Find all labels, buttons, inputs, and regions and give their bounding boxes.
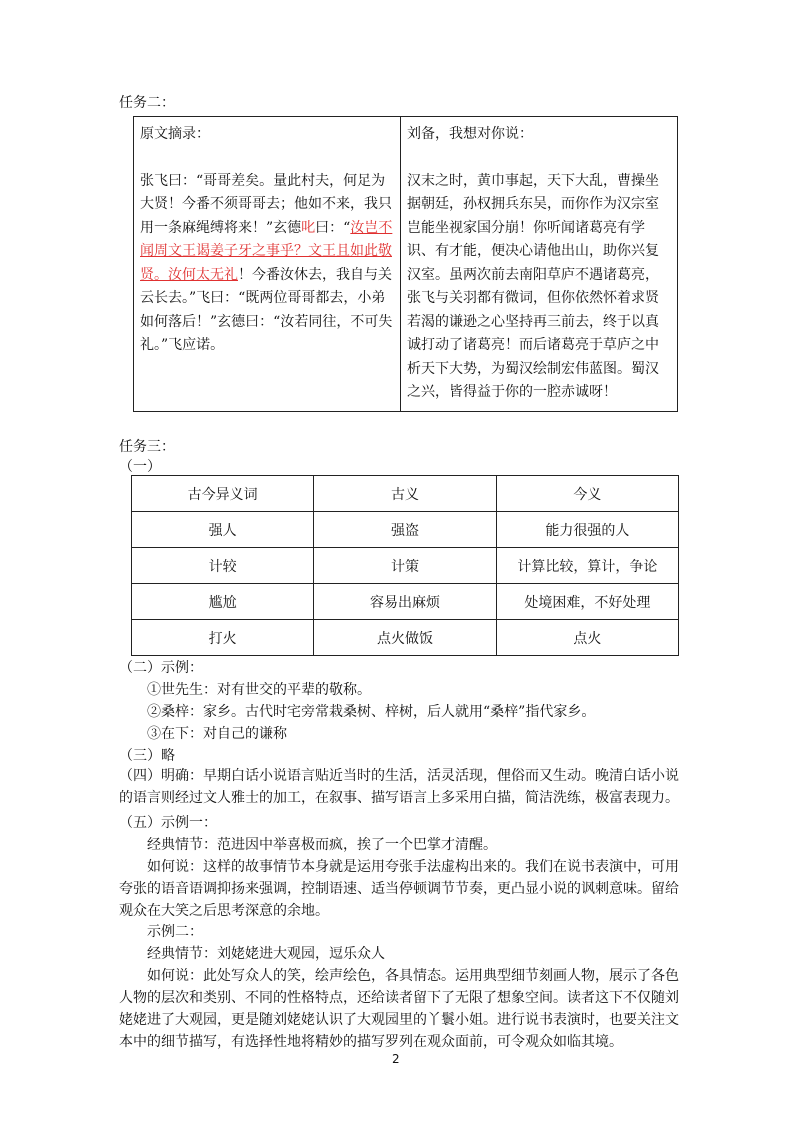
excerpt-cell	[134, 117, 401, 412]
word-meaning-table	[131, 475, 679, 656]
table-cell: 点火做饭	[314, 620, 496, 656]
table-cell: 强盗	[314, 512, 496, 548]
excerpt-text-1: 张飞曰：“哥哥差矣。量此村夫，何足为大贤！今番不须哥哥去；他如不来，我只用一条麻绳缚将来！”玄德	[140, 172, 392, 236]
table-cell: 强人	[132, 512, 314, 548]
table-cell: 处境困难，不好处理	[496, 584, 678, 620]
task3-part5-label: （五）示例一：	[119, 815, 217, 831]
table-header-row	[132, 476, 679, 512]
table-cell: 计算比较，算计，争论	[496, 548, 678, 584]
part5-plot-2: 经典情节：刘姥姥进大观园，逗乐众人	[147, 946, 385, 962]
example-2: ②桑梓：家乡。古代时宅旁常栽桑树、梓树，后人就用“桑梓”指代家乡。	[147, 704, 596, 720]
table-cell: 容易出麻烦	[314, 584, 496, 620]
excerpt-text-highlight: 汝岂不闻周文王谒姜子牙之事乎？文王且如此敬贤。汝何太无礼	[140, 219, 393, 283]
excerpt-text-3: ！今番汝休去，我自与关云长去。”飞曰：“既两位哥哥都去，小弟如何落后！”玄德曰：“汝若同往，不可失礼。”飞应诺。	[140, 266, 393, 353]
table-cell: 计策	[314, 548, 496, 584]
table-row	[132, 548, 679, 584]
excerpt-header: 原文摘录：	[140, 126, 210, 142]
table-row	[132, 584, 679, 620]
table-cell: 能力很强的人	[496, 512, 678, 548]
excerpt-text-chi: 叱	[301, 219, 316, 236]
table-header: 今义	[496, 476, 678, 512]
response-header: 刘备，我想对你说：	[407, 126, 533, 142]
example-1: ①世先生：对有世交的平辈的敬称。	[147, 682, 371, 698]
response-cell	[401, 117, 678, 412]
excerpt-text-2: 曰：“	[315, 219, 351, 236]
task3-part4: （四）明确：早期白话小说语言贴近当时的生活，活灵活现，俚俗而又生动。晚清白话小说的语言则经过文人雅士的加工，在叙事、描写语言上多采用白描，简洁洗练，极富表现力。	[119, 768, 679, 806]
table-cell: 尴尬	[132, 584, 314, 620]
task2-table	[133, 116, 678, 412]
task3-part3: （三）略	[119, 748, 175, 764]
table-header: 古义	[314, 476, 496, 512]
table-row	[132, 512, 679, 548]
response-text: 汉末之时，黄巾事起，天下大乱，曹操坐据朝廷，孙权拥兵东吴，而你作为汉宗室岂能坐视家国分崩！你听闻诸葛亮有学识、有才能，便决心请他出山，助你兴复汉室。虽两次前去南阳草庐不遇诸葛亮，张飞与关羽都有微词，但你依然怀着求贤若渴的谦逊之心坚持再三前去，终于以真诚打动了诸葛亮！而后诸葛亮于草庐之中析天下大势，为蜀汉绘制宏伟蓝图。蜀汉之兴，皆得益于你的一腔赤诚呀！	[407, 172, 659, 400]
table-header: 古今异义词	[132, 476, 314, 512]
table-cell: 打火	[132, 620, 314, 656]
part5-plot-1: 经典情节：范进因中举喜极而疯，挨了一个巴掌才清醒。	[147, 837, 497, 853]
table-cell: 点火	[496, 620, 678, 656]
table-cell: 计较	[132, 548, 314, 584]
example-3: ③在下：对自己的谦称	[147, 726, 287, 742]
page-number: 2	[392, 1052, 400, 1066]
part5-example2-label: 示例二：	[147, 924, 203, 940]
task3-part2-label: （二）示例：	[119, 660, 203, 676]
table-row	[132, 620, 679, 656]
task3-part1-label: （一）	[119, 459, 161, 475]
task3-label: 任务三：	[119, 439, 175, 455]
part5-how-2: 如何说：此处写众人的笑，绘声绘色，各具情态。运用典型细节刻画人物，展示了各色人物的层次和类别、不同的性格特点，还给读者留下了无限了想象空间。读者这下不仅随刘姥姥进了大观园，更是随刘姥姥认识了大观园里的丫鬟小姐。进行说书表演时，也要关注文本中的细节描写，有选择性地将精妙的描写罗列在观众面前，可令观众如临其境。	[119, 968, 679, 1050]
task2-label: 任务二：	[119, 95, 175, 111]
part5-how-1: 如何说：这样的故事情节本身就是运用夸张手法虚构出来的。我们在说书表演中，可用夸张的语音语调抑扬来强调，控制语速、适当停顿调节节奏，更凸显小说的讽刺意味。留给观众在大笑之后思考深意的余地。	[119, 859, 679, 919]
